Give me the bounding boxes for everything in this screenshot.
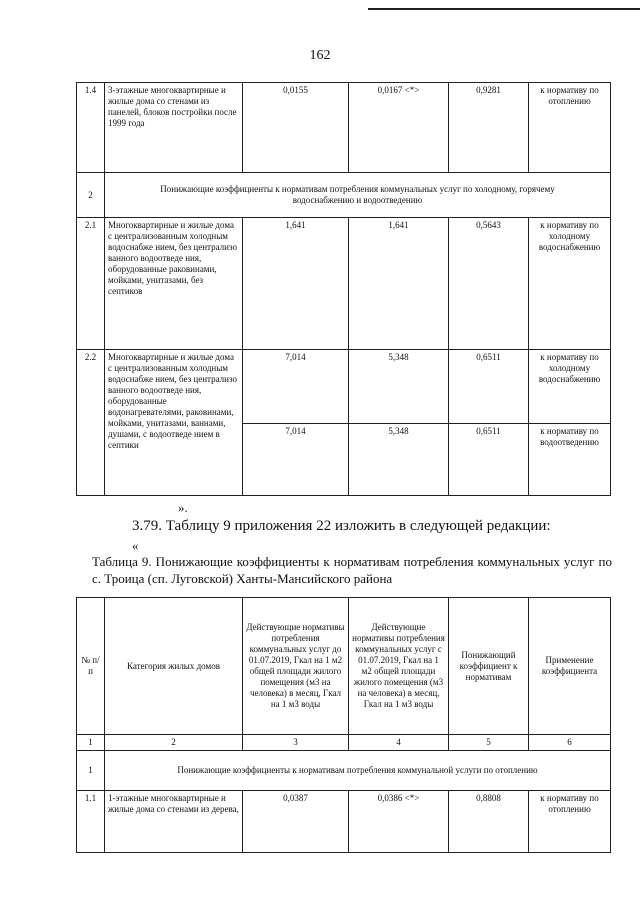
row-norm-after: 0,0386 <*> xyxy=(349,791,449,853)
table-section-row xyxy=(77,173,611,218)
row-norm-before: 7,014 xyxy=(243,424,349,496)
table-row xyxy=(77,350,611,424)
row-norm-after: 5,348 xyxy=(349,424,449,496)
header-norm-before: Действующие нормативы потребления коммунальных услуг до 01.07.2019, Гкал на 1 м2 общей площади жилого помещения (м3 на человека) в месяц, Гкал на 1 м3 воды xyxy=(243,598,349,735)
row-norm-after: 1,641 xyxy=(349,218,449,350)
header-category: Категория жилых домов xyxy=(105,598,243,735)
row-norm-after: 5,348 xyxy=(349,350,449,424)
row-number: 1.4 xyxy=(77,83,105,173)
row-category: 3-этажные многоквартирные и жилые дома со стенами из панелей, блоков постройки после 1999 года xyxy=(105,83,243,173)
table-row xyxy=(77,83,611,173)
row-coefficient: 0,6511 xyxy=(449,350,529,424)
row-number: 2.2 xyxy=(77,350,105,496)
amendment-item: 3.79. Таблицу 9 приложения 22 изложить в следующей редакции: xyxy=(132,518,551,534)
row-coefficient: 0,6511 xyxy=(449,424,529,496)
opening-quote: « xyxy=(132,538,139,553)
row-category: Многоквартирные и жилые дома с централизованным холодным водоснабже нием, без централизо ванного водоотведе ния, оборудованные водонагревателями, раковинами, мойками, унитазами, ваннами, душами, с водоотведе нием в септики xyxy=(105,350,243,496)
col-number: 6 xyxy=(529,735,611,751)
row-number: 2.1 xyxy=(77,218,105,350)
table-section-row xyxy=(77,751,611,791)
col-number: 4 xyxy=(349,735,449,751)
row-norm-before: 1,641 xyxy=(243,218,349,350)
header-num: № п/п xyxy=(77,598,105,735)
col-number: 1 xyxy=(77,735,105,751)
table-row xyxy=(77,791,611,853)
header-application: Применение коэффициента xyxy=(529,598,611,735)
row-application: к нормативу по отоплению xyxy=(529,83,611,173)
section-number: 2 xyxy=(77,173,105,218)
section-title: Понижающие коэффициенты к нормативам потребления коммунальных услуг по холодному, горячему водоснабжению и водоотведению xyxy=(105,173,611,218)
row-coefficient: 0,5643 xyxy=(449,218,529,350)
table-header-row xyxy=(77,598,611,735)
column-numbers-row xyxy=(77,735,611,751)
row-norm-before: 7,014 xyxy=(243,350,349,424)
row-number: 1.1 xyxy=(77,791,105,853)
row-category: Многоквартирные и жилые дома с централизованным холодным водоснабже нием, без централизо ванного водоотведе ния, оборудованные раковинами, мойками, унитазами, без септиков xyxy=(105,218,243,350)
row-application: к нормативу по водоотведению xyxy=(529,424,611,496)
top-rule xyxy=(368,8,640,10)
page-number: 162 xyxy=(309,48,331,63)
row-norm-before: 0,0387 xyxy=(243,791,349,853)
table-9 xyxy=(76,597,611,853)
row-coefficient: 0,8808 xyxy=(449,791,529,853)
table-8-continuation xyxy=(76,82,611,496)
row-coefficient: 0,9281 xyxy=(449,83,529,173)
header-norm-after: Действующие нормативы потребления коммунальных услуг с 01.07.2019, Гкал на 1 м2 общей площади жилого помещения (м3 на человека) в месяц, Гкал на 1 м3 воды xyxy=(349,598,449,735)
col-number: 3 xyxy=(243,735,349,751)
row-norm-before: 0,0155 xyxy=(243,83,349,173)
row-norm-after: 0,0167 <*> xyxy=(349,83,449,173)
col-number: 5 xyxy=(449,735,529,751)
section-title: Понижающие коэффициенты к нормативам потребления коммунальной услуги по отоплению xyxy=(105,751,611,791)
header-coefficient: Понижающий коэффициент к нормативам xyxy=(449,598,529,735)
row-category: 1-этажные многоквартирные и жилые дома со стенами из дерева, xyxy=(105,791,243,853)
row-application: к нормативу по отоплению xyxy=(529,791,611,853)
table-caption: Таблица 9. Понижающие коэффициенты к нормативам потребления коммунальных услуг по с. Троица (сп. Луговской) Ханты-Мансийского района xyxy=(92,554,612,586)
closing-quote: ». xyxy=(178,500,188,515)
table-row xyxy=(77,218,611,350)
row-application: к нормативу по холодному водоснабжению xyxy=(529,350,611,424)
col-number: 2 xyxy=(105,735,243,751)
row-application: к нормативу по холодному водоснабжению xyxy=(529,218,611,350)
section-number: 1 xyxy=(77,751,105,791)
